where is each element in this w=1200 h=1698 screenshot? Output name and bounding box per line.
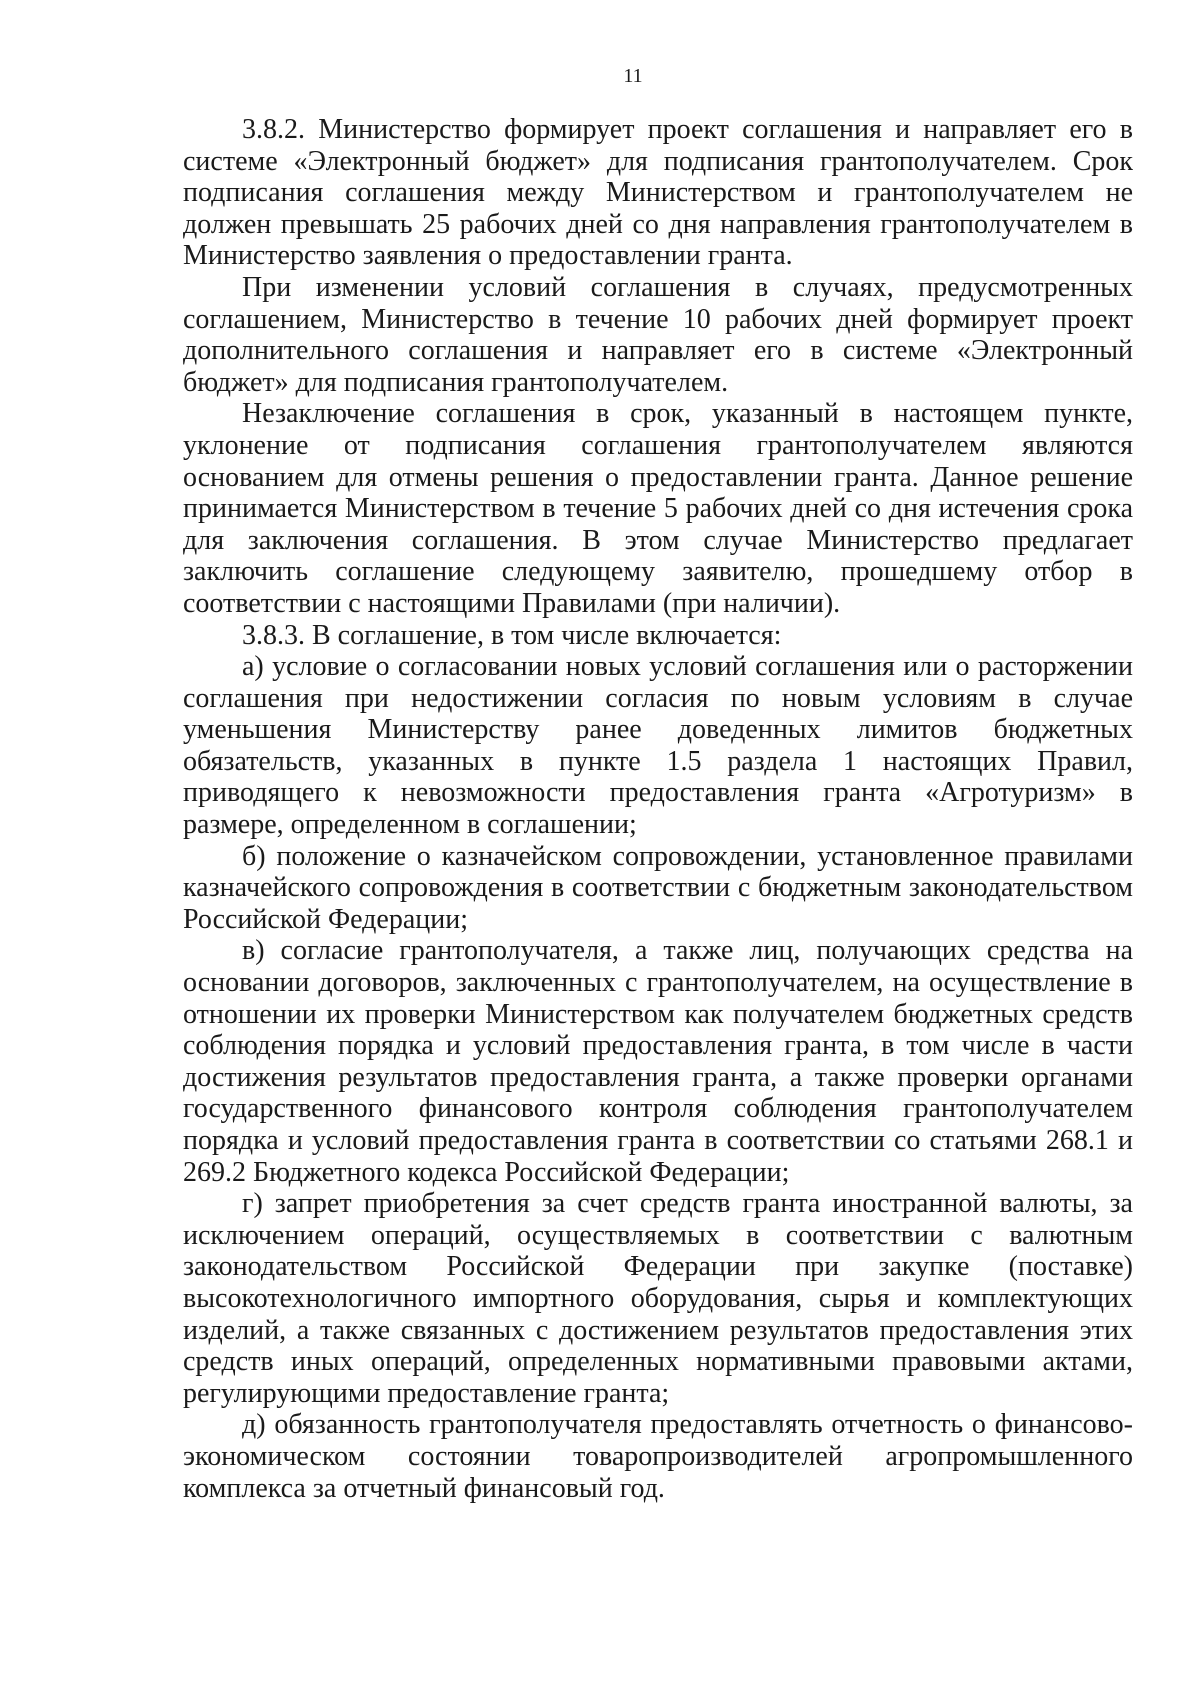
paragraph-3-8-2: 3.8.2. Министерство формирует проект соглашения и направляет его в системе «Электронный бюджет» для подписания грантополучателем. Срок подписания соглашения между Министерством и грантополучателем не должен превышать 25 рабочих дней со дня направления грантополучателем в Министерство заявления о предоставлении гранта. xyxy=(183,114,1133,272)
list-item-v: в) согласие грантополучателя, а также лиц, получающих средства на основании договоров, заключенных с грантополучателем, на осуществление в отношении их проверки Министерством как получателем бюджетных средств соблюдения порядка и условий предоставления гранта, в том числе в части достижения результатов предоставления гранта, а также проверки органами государственного финансового контроля соблюдения грантополучателем порядка и условий предоставления гранта в соответствии со статьями 268.1 и 269.2 Бюджетного кодекса Российской Федерации; xyxy=(183,935,1133,1188)
paragraph-non-conclusion: Незаключение соглашения в срок, указанный в настоящем пункте, уклонение от подписания соглашения грантополучателем являются основанием для отмены решения о предоставлении гранта. Данное решение принимается Министерством в течение 5 рабочих дней со дня истечения срока для заключения соглашения. В этом случае Министерство предлагает заключить соглашение следующему заявителю, прошедшему отбор в соответствии с настоящими Правилами (при наличии). xyxy=(183,398,1133,619)
page-number: 11 xyxy=(623,65,643,87)
list-item-g: г) запрет приобретения за счет средств гранта иностранной валюты, за исключением операций, осуществляемых в соответствии с валютным законодательством Российской Федерации при закупке (поставке) высокотехнологичного импортного оборудования, сырья и комплектующих изделий, а также связанных с достижением результатов предоставления этих средств иных операций, определенных нормативными правовыми актами, регулирующими предоставление гранта; xyxy=(183,1188,1133,1409)
paragraph-amendments: При изменении условий соглашения в случаях, предусмотренных соглашением, Министерство в течение 10 рабочих дней формирует проект дополнительного соглашения и направляет его в системе «Электронный бюджет» для подписания грантополучателем. xyxy=(183,271,1133,398)
list-item-d: д) обязанность грантополучателя предоставлять отчетность о финансово-экономическом состоянии товаропроизводителей агропромышленного комплекса за отчетный финансовый год. xyxy=(183,1409,1133,1504)
list-item-a: а) условие о согласовании новых условий соглашения или о расторжении соглашения при недостижении согласия по новым условиям в случае уменьшения Министерству ранее доведенных лимитов бюджетных обязательств, указанных в пункте 1.5 раздела 1 настоящих Правил, приводящего к невозможности предоставления гранта «Агротуризм» в размере, определенном в соглашении; xyxy=(183,651,1133,841)
paragraph-3-8-3: 3.8.3. В соглашение, в том числе включается: xyxy=(242,619,782,651)
list-item-b: б) положение о казначейском сопровождении, установленное правилами казначейского сопровождения в соответствии с бюджетным законодательством Российской Федерации; xyxy=(183,840,1133,935)
document-body xyxy=(183,114,1133,1504)
